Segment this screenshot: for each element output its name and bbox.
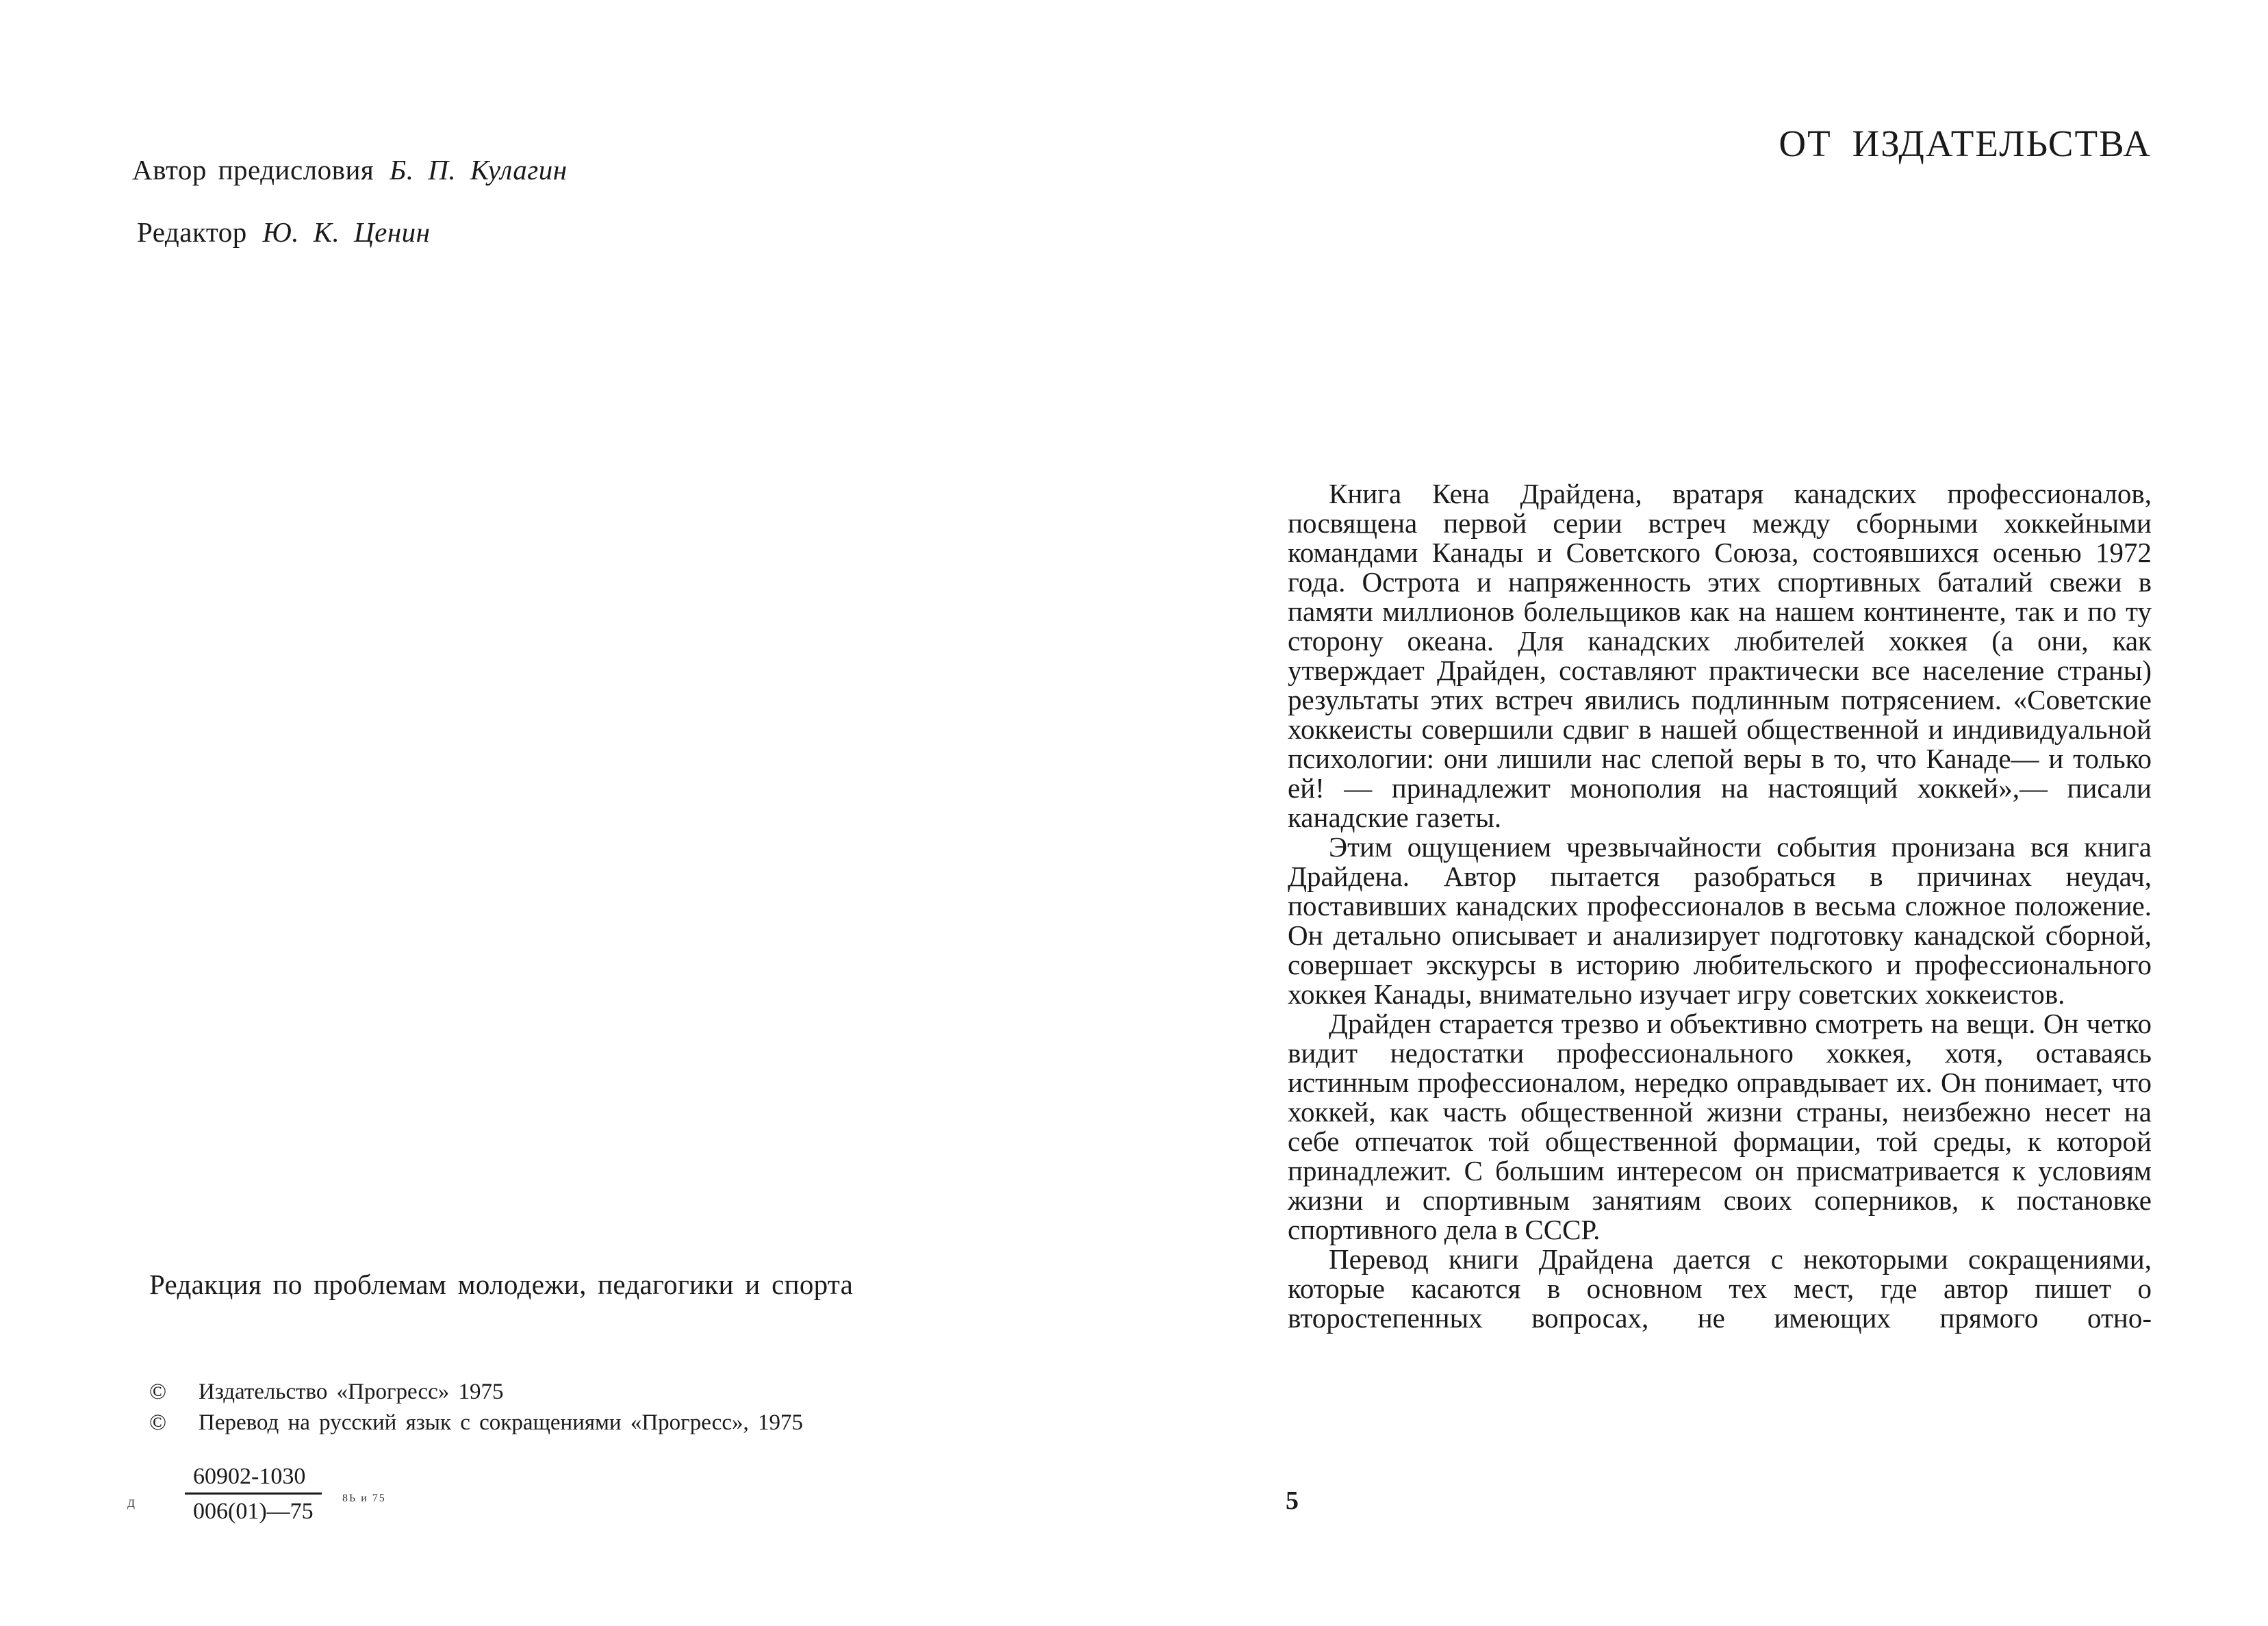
editor-name: Ю. К. Ценин <box>262 216 431 248</box>
paragraph: Перевод книги Драйдена дается с некоторыми сокращениями, которые касаются в основном тех мест, где автор пишет о второстепенных вопросах, не имеющих прямого отно- <box>1288 1243 2152 1334</box>
copyright-icon: © <box>149 1380 167 1404</box>
paragraph: Книга Кена Драйдена, вратаря канадских профессионалов, посвящена первой серии встреч между сборными хоккейными командами Канады и Советского Союза, состоявшихся осенью 1972 года. Острота и напряженность этих спортивных баталий свежи в памяти миллионов болельщиков как на нашем континенте, так и по ту сторону океана. Для канадских любителей хоккея (а они, как утверждает Драйден, составляют практически все население страны) результаты этих встреч явились подлинным потрясением. «Советские хоккеисты совершили сдвиг в нашей общественной и индивидуальной психологии: они лишили нас слепой веры в то, что Канаде— и только ей! — принадлежит монополия на настоящий хоккей»,— писали канадские газеты. <box>1288 478 2152 833</box>
index-prefix: Д <box>127 1498 136 1510</box>
preface-author-credit <box>132 156 568 184</box>
paragraph: Этим ощущением чрезвычайности события пронизана вся книга Драйдена. Автор пытается разобраться в причинах неудач, поставивших канадских профессионалов в весьма сложное положение. Он детально описывает и анализирует подготовку канадской сборной, совершает экскурсы в историю любительского и профессионального хоккея Канады, внимательно изучает игру советских хоккеистов. <box>1288 831 2152 1010</box>
copyright-publisher-line <box>149 1380 504 1405</box>
copyright-translation: Перевод на русский язык с сокращениями «Прогресс», 1975 <box>199 1410 803 1435</box>
body-text <box>1288 479 2152 1333</box>
copyright-translation-line <box>149 1410 803 1436</box>
right-page <box>1134 0 2268 1626</box>
preface-author-name: Б. П. Кулагин <box>390 154 568 186</box>
editor-credit <box>137 218 431 246</box>
page-number: 5 <box>1286 1486 1299 1515</box>
index-denominator: 006(01)—75 <box>193 1499 314 1524</box>
index-numerator: 60902-1030 <box>185 1465 322 1495</box>
copyright-publisher: Издательство «Прогресс» 1975 <box>199 1380 504 1404</box>
preface-author-role: Автор предисловия <box>132 154 374 186</box>
editorial-office: Редакция по проблемам молодежи, педагогики и спорта <box>149 1269 854 1300</box>
publication-index <box>185 1465 322 1527</box>
copyright-icon: © <box>149 1410 167 1435</box>
paragraph: Драйден старается трезво и объективно смотреть на вещи. Он четко видит недостатки профессионального хоккея, хотя, оставаясь истинным профессионалом, нередко оправдывает их. Он понимает, что хоккей, как часть общественной жизни страны, неизбежно несет на себе отпечаток той общественной формации, той среды, к которой принадлежит. С большим интересом он присматривается к условиям жизни и спортивным занятиям своих соперников, к постановке спортивного дела в СССР. <box>1288 1008 2152 1245</box>
editor-role: Редактор <box>137 216 247 248</box>
section-title: ОТ ИЗДАТЕЛЬСТВА <box>1779 123 2152 164</box>
index-suffix: 8Ь и 75 <box>342 1492 386 1504</box>
